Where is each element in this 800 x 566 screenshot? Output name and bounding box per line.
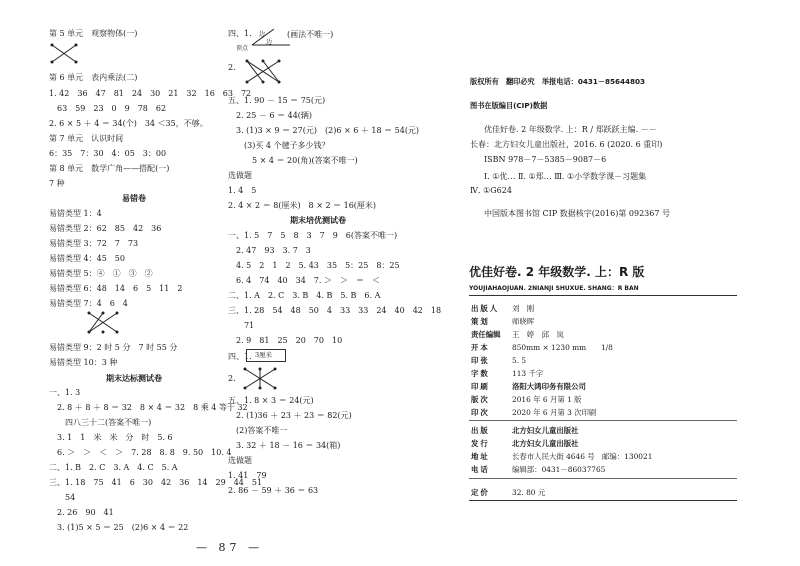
fig-label-side: 边	[259, 31, 266, 38]
answer-line: 4. 5 2 1 2 5. 43 35 5：25 8：25	[228, 261, 400, 270]
publish-label: 电话	[471, 465, 490, 474]
answer-line: 2. 9 81 25 20 70 10	[228, 336, 343, 345]
error-type-line: 易错类型 5：④ ① ③ ②	[49, 269, 153, 278]
answer-line: 2. 4 × 2 ＝ 8(厘米) 8 × 2 ＝ 16(厘米)	[228, 201, 377, 210]
section-heading-final-excellence: 期末培优测试卷	[290, 216, 346, 225]
answer-line: 三、1. 18 75 41 6 30 42 36 14 29 44 51	[49, 478, 263, 487]
answer-line: 二、1. B 2. C 3. A 4. C 5. A	[49, 463, 178, 472]
answer-line: 一、1. 5 7 5 8 3 7 9 6(答案不唯一)	[228, 231, 398, 240]
answer-line: 五、1. 90 － 15 ＝ 75(元)	[228, 96, 326, 105]
info-label: 责任编辑	[471, 330, 501, 339]
price-value: 32. 80 元	[512, 488, 546, 497]
section-heading-error-paper: 易错卷	[122, 194, 146, 203]
book-pinyin: YOUJIAHAOJUAN. 2NIANJI SHUXUE. SHANG：R BAN	[469, 285, 639, 292]
publish-label: 地址	[471, 452, 490, 461]
page-number: — 87 —	[196, 541, 263, 554]
answer-line: 6. ＞ ＞ ＜ ＞ 7. 28 8. 8 9. 50 10. 4	[49, 448, 232, 457]
info-label: 策划	[471, 317, 490, 326]
measure-label: 3厘米	[255, 351, 273, 359]
publish-value: 北方妇女儿童出版社	[512, 426, 579, 435]
info-value: 王 婷 邱 岚	[512, 330, 564, 339]
publish-value: 北方妇女儿童出版社	[512, 439, 579, 448]
matching-figure-unit5	[49, 42, 81, 66]
answer-line: (2)答案不唯一	[228, 426, 288, 435]
answer-line: 2. 47 93 3. 7 3	[228, 246, 311, 255]
error-type-line: 易错类型 3：72 7 73	[49, 239, 139, 248]
fig-label-vertex: 顶点	[236, 45, 249, 52]
error-type-line: 易错类型 2：62 85 42 36	[49, 224, 162, 233]
error-type-line: 易错类型 6：48 14 6 5 11 2	[49, 284, 183, 293]
divider	[469, 420, 737, 421]
matching-figure-error8	[86, 310, 122, 336]
error-type-line: 易错类型 1：4	[49, 209, 102, 218]
matching-figure-q4-2	[244, 58, 284, 86]
info-value: 刘 刚	[512, 304, 535, 313]
error-type-line: 易错类型 10：3 种	[49, 358, 118, 367]
error-type-line: 易错类型 4：45 50	[49, 254, 125, 263]
answer-line: 四、1.	[228, 352, 252, 361]
answer-line: 四、1.	[228, 29, 252, 38]
answer-note: (画法不唯一)	[287, 30, 334, 39]
info-label: 出版人	[471, 304, 500, 313]
info-value: 2020 年 6 月第 3 次印刷	[512, 408, 597, 417]
answer-line: 1. 4 5	[228, 186, 257, 195]
publish-value: 编辑部：0431－86037765	[512, 465, 606, 474]
unit-7-heading: 第 7 单元 认识时间	[49, 134, 124, 143]
fig-label-side: 边	[266, 39, 273, 46]
info-label: 版次	[471, 395, 490, 404]
answer-line: 2.	[228, 63, 236, 72]
publish-value: 长春市人民大街 4646 号 邮编：130021	[512, 452, 653, 461]
info-value: 洛阳大鸿印务有限公司	[512, 382, 586, 391]
section-heading-final-test: 期末达标测试卷	[106, 374, 162, 383]
optional-heading: 选做题	[228, 456, 252, 465]
answer-line: 二、1. A 2. C 3. B 4. B 5. B 6. A	[228, 291, 381, 300]
unit-6-heading: 第 6 单元 表内乘法(二)	[49, 73, 138, 82]
cip-line: 优佳好卷. 2 年级数学. 上：R / 郑跃跃主编. －－	[484, 125, 657, 134]
cip-title: 图书在版编目(CIP)数据	[470, 101, 548, 110]
answer-line: 63 59 23 0 9 78 62	[49, 104, 167, 113]
unit-5-heading: 第 5 单元 观察物体(一)	[49, 29, 138, 38]
answer-line: 2. 6 × 5 ＋ 4 ＝ 34(个) 34 ＜35，不够。	[49, 119, 208, 128]
answer-line: 3. 1 1 米 米 分 时 5. 6	[49, 433, 173, 442]
answer-line: 五、1. 8 × 3 ＝ 24(元)	[228, 396, 314, 405]
info-value: 师晓晖	[512, 317, 535, 326]
answer-line: 6：35 7：30 4：05 3：00	[49, 149, 167, 158]
answer-line: 3. 32 ＋ 18 － 16 ＝ 34(箱)	[228, 441, 341, 450]
answer-line: 四八三十二(答案不唯一)	[57, 418, 152, 427]
info-label: 印刷	[471, 382, 490, 391]
answer-line: 3. (1)5 × 5 ＝ 25 (2)6 × 4 ＝ 22	[49, 523, 189, 532]
answer-line: 7 种	[49, 179, 65, 188]
matching-figure-q4-2b	[242, 366, 280, 392]
cip-line: Ⅳ. ①G624	[470, 186, 512, 195]
answer-line: 2.	[228, 374, 236, 383]
cip-line: ISBN 978－7－5385－9087－6	[484, 155, 607, 164]
error-type-line: 易错类型 7：4 6 4	[49, 299, 128, 308]
answer-line: 2. (1)36 ＋ 23 ＋ 23 ＝ 82(元)	[228, 411, 352, 420]
answer-line: 2. 26 90 41	[49, 508, 114, 517]
publish-label: 出版	[471, 426, 490, 435]
answer-line: 2. 8 ＋ 8 ＋ 8 ＝ 32 8 × 4 ＝ 32 8 乘 4 等于 32	[49, 403, 248, 412]
info-value: 2016 年 6 月第 1 版	[512, 395, 582, 404]
answer-line: 一、1. 3	[49, 388, 81, 397]
optional-heading: 选做题	[228, 171, 252, 180]
publish-label: 发行	[471, 439, 490, 448]
info-label: 印张	[471, 356, 490, 365]
unit-8-heading: 第 8 单元 数学广角——搭配(一)	[49, 164, 170, 173]
error-type-line: 易错类型 9：2 时 5 分 7 时 55 分	[49, 343, 178, 352]
answer-line: 6. 4 74 40 34 7. ＞ ＞ ＝ ＜	[228, 276, 380, 285]
answer-line: 5 × 4 ＝ 20(角)(答案不唯一)	[228, 156, 358, 165]
answer-line: 71	[228, 321, 255, 330]
answer-line: 3. (1)3 × 9 ＝ 27(元) (2)6 × 6 ＋ 18 ＝ 54(元)	[228, 126, 420, 135]
info-label: 印次	[471, 408, 490, 417]
divider	[469, 295, 737, 296]
divider	[469, 500, 737, 501]
info-label: 开本	[471, 343, 490, 352]
rights-notice: 版权所有 翻印必究 举报电话：0431－85644803	[470, 77, 646, 86]
cip-line: Ⅰ. ①优… Ⅱ. ①郑… Ⅲ. ①小学数学课－习题集	[484, 172, 647, 181]
answer-line: (3)买 4 个毽子多少钱？	[228, 141, 330, 150]
answer-line: 54	[49, 493, 76, 502]
info-value: 5. 5	[512, 356, 527, 365]
answer-line: 1. 41 79	[228, 471, 267, 480]
answer-line: 2. 25 － 6 ＝ 44(辆)	[228, 111, 313, 120]
info-value: 113 千字	[512, 369, 544, 378]
answer-line: 2. 86 － 59 ＋ 36 ＝ 63	[228, 486, 319, 495]
info-label: 字数	[471, 369, 490, 378]
info-value: 850mm × 1230 mm 1/8	[512, 343, 613, 352]
answer-line: 1. 42 36 47 81 24 30 21 32 16 63 72	[49, 89, 252, 98]
cip-line: 中国版本图书馆 CIP 数据核字(2016)第 092367 号	[484, 209, 670, 218]
answer-line: 三、1. 28 54 48 50 4 33 33 24 40 42 18	[228, 306, 442, 315]
book-title: 优佳好卷. 2 年级数学. 上：R 版	[469, 265, 645, 279]
price-label: 定价	[471, 488, 490, 497]
divider	[469, 478, 737, 479]
cip-line: 长春：北方妇女儿童出版社，2016. 6 (2020. 6 重印)	[470, 140, 663, 149]
